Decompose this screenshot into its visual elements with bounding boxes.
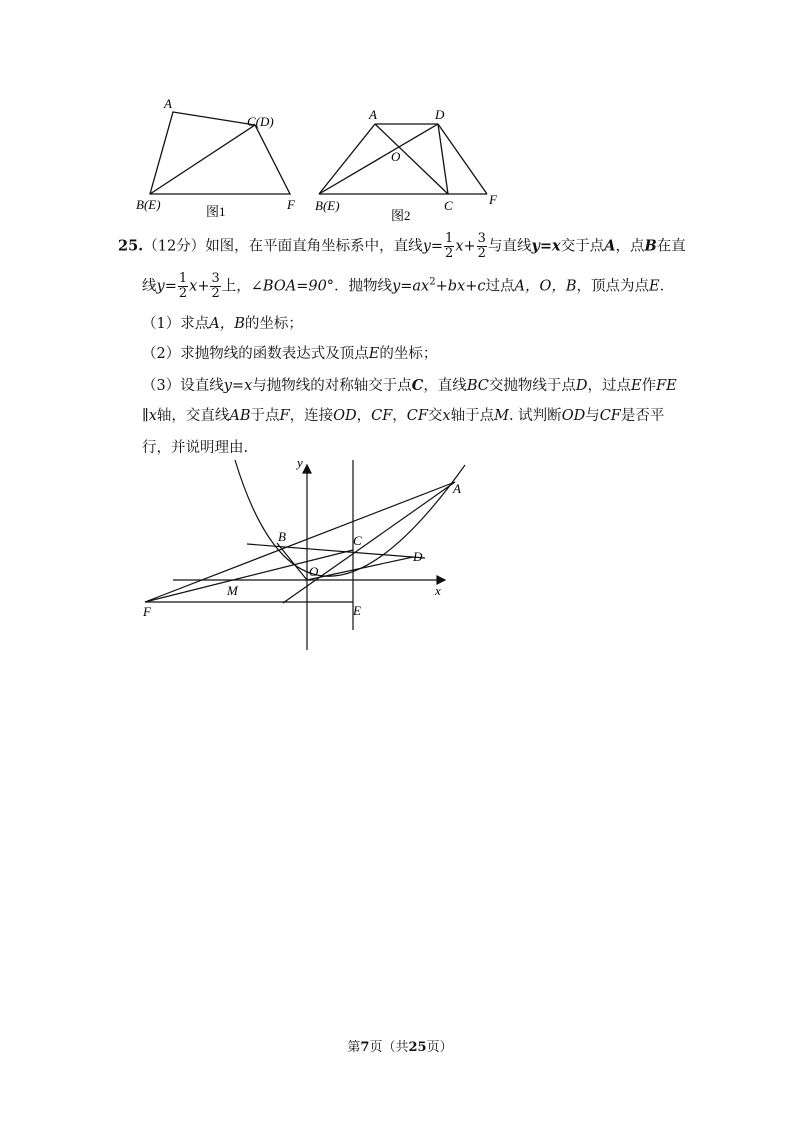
line-y-equals-x bbox=[283, 482, 455, 603]
q1-points: A，B bbox=[209, 316, 245, 332]
fig1-caption: 图1 bbox=[206, 204, 226, 219]
q3-h: ∥ bbox=[142, 408, 149, 424]
y-axis-arrow bbox=[303, 465, 311, 473]
segment-bd bbox=[319, 124, 438, 194]
fig2-label-f: F bbox=[489, 192, 497, 207]
q3-bc: BC bbox=[466, 378, 489, 394]
q3-yx: y=x bbox=[223, 378, 253, 394]
q3-b: 与抛物线的对称轴交于点 bbox=[252, 378, 412, 394]
fraction-den: 2 bbox=[211, 286, 220, 301]
q3-k: ，连接 bbox=[289, 408, 334, 424]
q3-x2: x bbox=[442, 408, 451, 424]
point-a: A bbox=[604, 237, 616, 255]
fig2-label-be: B(E) bbox=[315, 198, 340, 213]
q2-point: E bbox=[368, 346, 380, 362]
q3-point-d: D bbox=[575, 378, 588, 394]
problem-line-2 bbox=[142, 272, 674, 301]
fig3-label-c: C bbox=[353, 533, 362, 548]
q3-j: 于点 bbox=[250, 408, 280, 424]
figure-3 bbox=[135, 455, 475, 655]
eq-plus: + bbox=[463, 238, 476, 255]
angle-boa: ∠BOA=90° bbox=[250, 278, 335, 295]
q3-od2: OD bbox=[561, 408, 586, 424]
q3-cf: CF bbox=[371, 408, 393, 424]
eq-x: x bbox=[455, 238, 464, 255]
fig1-label-cd: C(D) bbox=[247, 114, 274, 129]
fraction-half bbox=[444, 232, 454, 261]
parabola-eq: y=ax bbox=[392, 278, 430, 295]
fraction-den: 2 bbox=[477, 246, 486, 261]
eq-y: y bbox=[422, 238, 431, 255]
q3-point-m: M bbox=[494, 408, 509, 424]
segment-od bbox=[307, 557, 413, 580]
text-on-line: 在直 bbox=[656, 238, 686, 255]
eq-sign: = bbox=[164, 278, 177, 295]
q3-f: ，过点 bbox=[587, 378, 631, 394]
problem-score: （12分） bbox=[143, 238, 206, 255]
q3-g: 作 bbox=[641, 378, 657, 394]
fig2-label-c: C bbox=[444, 198, 453, 213]
text-meet: 交于点 bbox=[560, 238, 605, 255]
fraction-num: 3 bbox=[211, 271, 220, 286]
fig3-label-a: A bbox=[453, 481, 461, 496]
parabola-rest: +bx+c bbox=[435, 278, 486, 295]
q3-point-c: C bbox=[411, 377, 424, 394]
fig1-label-f: F bbox=[287, 197, 295, 212]
eq-plus: + bbox=[197, 278, 210, 295]
figure-2 bbox=[305, 100, 505, 225]
segment-df bbox=[438, 124, 487, 194]
q3-ab: AB bbox=[229, 408, 251, 424]
q3-d: ，直线 bbox=[423, 378, 467, 394]
q3-cf2: CF bbox=[406, 408, 428, 424]
fraction-three-halves bbox=[477, 232, 487, 261]
exponent-2: 2 bbox=[429, 276, 436, 288]
text-passes: 过点 bbox=[485, 278, 515, 295]
segment-ac bbox=[375, 124, 448, 194]
text-line-start: 线 bbox=[142, 278, 157, 295]
fig3-label-e: E bbox=[353, 603, 361, 618]
text-vertex: ，顶点为点 bbox=[576, 278, 650, 295]
fig2-label-d: D bbox=[435, 107, 445, 122]
text-parabola: ．抛物线 bbox=[334, 278, 393, 295]
footer-mid: 页（共 bbox=[369, 1040, 409, 1055]
question-3-line-1 bbox=[142, 376, 677, 396]
fig3-label-f: F bbox=[143, 604, 151, 619]
q2-end: 的坐标； bbox=[379, 346, 438, 362]
fig1-label-be: B(E) bbox=[136, 197, 161, 212]
fig2-label-o: O bbox=[391, 149, 401, 164]
question-1 bbox=[142, 314, 303, 334]
fig3-label-b: B bbox=[278, 529, 286, 544]
q2-text: （2）求抛物线的函数表达式及顶点 bbox=[142, 346, 369, 362]
q3-o: . 试判断 bbox=[508, 408, 562, 424]
fig2-label-a: A bbox=[369, 107, 377, 122]
text-period: ． bbox=[659, 278, 675, 295]
q1-text: （1）求点 bbox=[142, 316, 210, 332]
eq-y: y bbox=[156, 278, 165, 295]
fig3-label-m: M bbox=[227, 583, 238, 598]
text-and-line: 与直线 bbox=[487, 238, 532, 255]
q3-cf3: CF bbox=[599, 408, 621, 424]
q3-r: 行，并说明理由. bbox=[142, 440, 249, 456]
question-2 bbox=[142, 344, 437, 364]
q3-e: 交抛物线于点 bbox=[488, 378, 576, 394]
eq-x: x bbox=[189, 278, 198, 295]
footer-page-number: 7 bbox=[360, 1040, 370, 1055]
eq-sign: = bbox=[430, 238, 444, 255]
q3-x: x bbox=[148, 408, 157, 424]
q3-n: 轴于点 bbox=[450, 408, 495, 424]
problem-number: 25. bbox=[118, 237, 144, 255]
footer-pre: 第 bbox=[347, 1040, 361, 1055]
question-3-line-2 bbox=[142, 406, 664, 426]
fig3-y-axis-label: y bbox=[297, 455, 303, 470]
line-bd bbox=[247, 544, 425, 558]
fraction-three-halves bbox=[210, 272, 220, 301]
fig2-caption: 图2 bbox=[391, 208, 411, 223]
eq-yx: y=x bbox=[531, 237, 561, 255]
point-e: E bbox=[649, 278, 660, 295]
fig1-label-a: A bbox=[164, 96, 172, 111]
segment-dc bbox=[438, 124, 448, 194]
fig3-label-d: D bbox=[413, 549, 423, 564]
q3-m: 交 bbox=[427, 408, 443, 424]
q3-p: 与 bbox=[585, 408, 600, 424]
q3-i: 轴，交直线 bbox=[156, 408, 230, 424]
q1-end: 的坐标； bbox=[244, 316, 303, 332]
q3-a: （3）设直线 bbox=[142, 378, 224, 394]
q3-q: 是否平 bbox=[620, 408, 665, 424]
text-point-b-on: ，点 bbox=[615, 238, 645, 255]
fraction-half bbox=[178, 272, 188, 301]
q3-od: OD bbox=[333, 408, 357, 424]
problem-intro: 如图，在平面直角坐标系中，直线 bbox=[205, 238, 423, 255]
points-aob: A，O，B bbox=[514, 278, 577, 295]
q3-fe: FE bbox=[656, 378, 677, 394]
fraction-den: 2 bbox=[445, 246, 454, 261]
fraction-num: 1 bbox=[178, 271, 188, 286]
fraction-den: 2 bbox=[178, 286, 188, 301]
q3-comma: ， bbox=[356, 408, 372, 424]
fig3-x-axis-label: x bbox=[435, 583, 441, 598]
page-footer bbox=[0, 1036, 800, 1055]
fig3-label-o: O bbox=[309, 564, 319, 579]
fraction-num: 3 bbox=[477, 231, 486, 246]
fraction-num: 1 bbox=[445, 231, 454, 246]
text-on: 上， bbox=[221, 278, 251, 295]
point-b: B bbox=[644, 237, 657, 255]
figure-1 bbox=[130, 90, 310, 225]
parabola-curve bbox=[235, 460, 465, 576]
problem-line-1 bbox=[118, 232, 686, 261]
footer-total-pages: 25 bbox=[408, 1040, 427, 1055]
line-af bbox=[145, 482, 455, 602]
segment-ab bbox=[319, 124, 375, 194]
q3-point-f: F bbox=[279, 408, 290, 424]
q3-point-e: E bbox=[630, 378, 642, 394]
q3-l: ， bbox=[392, 408, 407, 424]
footer-post: 页） bbox=[426, 1040, 453, 1055]
segment-bc bbox=[150, 125, 255, 194]
